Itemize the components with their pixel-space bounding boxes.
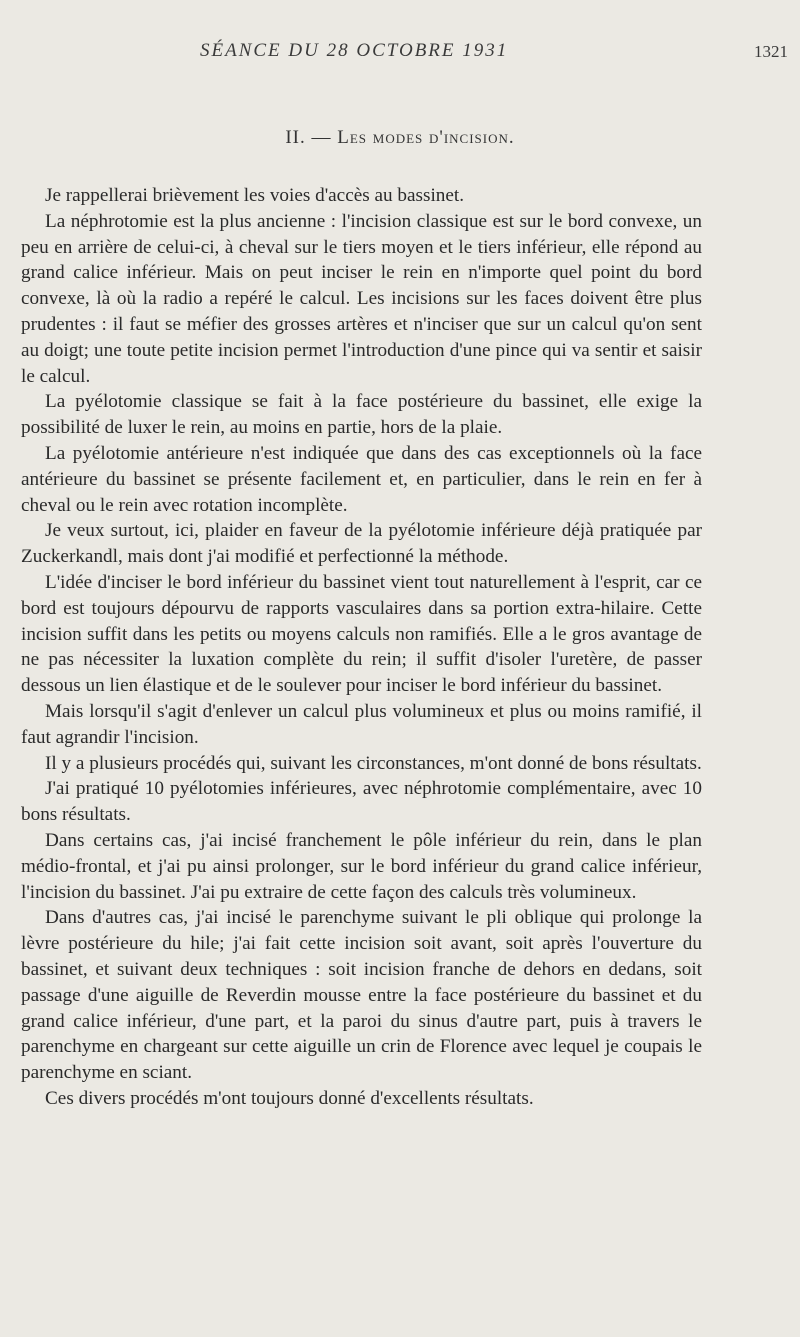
section-heading-text: II. — Les modes d'incision. (285, 127, 515, 148)
paragraph: Je veux surtout, ici, plaider en faveur de la pyélotomie inférieure déjà pratiquée par Zuckerkandl, mais dont j'ai modifié et perfectionné la méthode. (21, 520, 702, 568)
paragraph: La pyélotomie classique se fait à la face postérieure du bassinet, elle exige la possibilité de luxer le rein, au moins en partie, hors de la plaie. (21, 391, 702, 439)
body-text (21, 183, 702, 1112)
page-number: 1321 (754, 42, 788, 61)
section-heading (0, 127, 800, 149)
paragraph: J'ai pratiqué 10 pyélotomies inférieures, avec néphrotomie complémentaire, avec 10 bons résultats. (21, 778, 702, 826)
paragraph: La néphrotomie est la plus ancienne : l'incision classique est sur le bord convexe, un peu en arrière de celui-ci, à cheval sur le tiers moyen et le tiers inférieur, elle répond au grand calice inférieur. Mais on peut inciser le rein en n'importe quel point du bord convexe, là où la radio a repéré le calcul. Les incisions sur les faces doivent être plus prudentes : il faut se méfier des grosses artères et n'inciser que sur un calcul qu'on sent au doigt; une toute petite incision permet l'introduction d'une pince qui va sentir et saisir le calcul. (21, 210, 702, 387)
paragraph: L'idée d'inciser le bord inférieur du bassinet vient tout naturellement à l'esprit, car ce bord est toujours dépourvu de rapports vasculaires dans sa portion extra-hilaire. Cette incision suffit dans les petits ou moyens calculs non ramifiés. Elle a le gros avantage de ne pas nécessiter la luxation complète du rein; il suffit d'isoler l'uretère, de passer dessous un lien élastique et de le soulever pour inciser le bord inférieur du bassinet. (21, 571, 702, 697)
paragraph: Dans d'autres cas, j'ai incisé le parenchyme suivant le pli oblique qui prolonge la lèvre postérieure du hile; j'ai fait cette incision soit avant, soit après l'ouverture du bassinet, et suivant deux techniques : soit incision franche de dehors en dedans, soit passage d'une aiguille de Reverdin mousse entre la face postérieure du bassinet et du grand calice inférieur, d'une part, et la paroi du sinus d'autre part, puis à travers le parenchyme en chargeant sur cette aiguille un crin de Florence avec lequel je coupais le parenchyme en sciant. (21, 907, 702, 1084)
paragraph: Dans certains cas, j'ai incisé franchement le pôle inférieur du rein, dans le plan médio-frontal, et j'ai pu ainsi prolonger, sur le bord inférieur du grand calice inférieur, l'incision du bassinet. J'ai pu extraire de cette façon des calculs très volumineux. (21, 829, 702, 903)
paragraph: Ces divers procédés m'ont toujours donné d'excellents résultats. (45, 1087, 534, 1109)
running-title: SÉANCE DU 28 OCTOBRE 1931 (200, 40, 509, 61)
paragraph: Je rappellerai brièvement les voies d'accès au bassinet. (45, 185, 465, 206)
paragraph: La pyélotomie antérieure n'est indiquée que dans des cas exceptionnels où la face antérieure du bassinet se présente facilement et, en particulier, dans le rein en fer à cheval ou le rein avec rotation incomplète. (21, 442, 702, 516)
page-header (0, 40, 800, 70)
paragraph: Mais lorsqu'il s'agit d'enlever un calcul plus volumineux et plus ou moins ramifié, il faut agrandir l'incision. (21, 700, 702, 748)
paragraph: Il y a plusieurs procédés qui, suivant les circonstances, m'ont donné de bons résultats. (45, 752, 702, 774)
